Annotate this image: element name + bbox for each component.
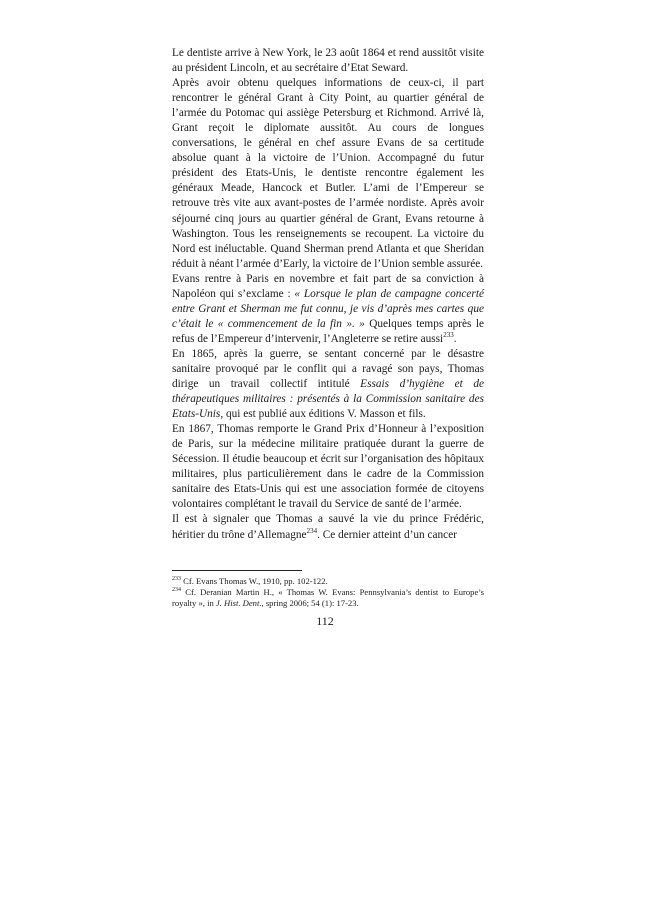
body-text bbox=[172, 46, 484, 543]
paragraph-napoleon bbox=[172, 272, 484, 347]
paragraph-frederic-end: . Ce dernier atteint d’un cancer bbox=[317, 528, 457, 541]
page-number: 112 bbox=[316, 614, 334, 628]
footnote-234-end: ., spring 2006; 54 (1): 17-23. bbox=[259, 598, 359, 609]
book-title: Essais d’hygiène et de thérapeutiques militaires : présentés à la Commission sanitaire des Etats-Unis bbox=[172, 378, 484, 421]
paragraph-napoleon-text: Evans rentre à Paris en novembre et fait part de sa conviction à Napoléon qui s’exclame : bbox=[172, 272, 484, 300]
footnote-233-number: 233 bbox=[172, 576, 181, 583]
paragraph-1867: En 1867, Thomas remporte le Grand Prix d’Honneur à l’exposition de Paris, sur la médecine militaire pratiquée durant la guerre de Sécession. Il étudie beaucoup et écrit sur l’organisation des hôpitaux militaires, plus particulièrement dans le cadre de la Commission sanitaire des Etats-Unis qui est une association formée de citoyens volontaires complétant le travail du Service de santé de l’armée. bbox=[172, 423, 484, 511]
paragraph-arrival: Le dentiste arrive à New York, le 23 août 1864 et rend aussitôt visite au président Lincoln, et au secrétaire d’Etat Seward. bbox=[172, 47, 484, 75]
footnote-233 bbox=[172, 576, 484, 587]
footnote-234-journal: J. Hist. Dent bbox=[215, 598, 260, 609]
paragraph-napoleon-tail: . bbox=[453, 332, 457, 345]
napoleon-quote: « Lorsque le plan de campagne concerté entre Grant et Sherman me fut connu, je vis d’après mes cartes que c’était le « commencement de la fin ». » bbox=[172, 287, 484, 330]
footnotes bbox=[172, 576, 484, 610]
paragraph-1865 bbox=[172, 347, 484, 422]
footnote-234 bbox=[172, 587, 484, 609]
paragraph-napoleon-continuation: Quelques temps après le refus de l’Empereur d’intervenir, l’Angleterre se retire aussi bbox=[172, 317, 484, 345]
paragraph-grant-meeting: Après avoir obtenu quelques informations de ceux-ci, il part rencontrer le général Grant à City Point, au quartier général de l’armée du Potomac qui assiège Petersburg et Richmond. Arrivé là, Grant reçoit le diplomate aussitôt. Au cours de longues conversations, le général en chef assure Evans de sa certitude absolue quant à la victoire de l’Union. Accompagné du futur président des Etats-Unis, le dentiste rencontre également les généraux Meade, Hancock et Butler. L’ami de l’Empereur se retrouve très vite aux avant-postes de l’armée nordiste. Après avoir séjourné cinq jours au quartier général de Grant, Evans retourne à Washington. Tous les renseignements se recoupent. La victoire du Nord est inéluctable. Quand Sherman prend Atlanta et que Sheridan réduit à néant l’armée d’Early, la victoire de l’Union semble assurée. bbox=[172, 77, 484, 270]
footnote-separator bbox=[172, 570, 302, 571]
paragraph-frederic-text: Il est à signaler que Thomas a sauvé la vie du prince Frédéric, héritier du trône d’Allemagne bbox=[172, 513, 484, 541]
footnote-ref-233: 233 bbox=[443, 331, 454, 340]
footnote-ref-234: 234 bbox=[306, 526, 318, 535]
footnote-234-text: Cf. Deranian Martin H., « Thomas W. Evans: Pennsylvania’s dentist to Europe’s royalty », in bbox=[172, 587, 484, 609]
footnote-233-text: Cf. Evans Thomas W., 1910, pp. 102-122. bbox=[181, 576, 328, 586]
paragraph-1865-text: En 1865, après la guerre, se sentant concerné par le désastre sanitaire provoqué par le conflit qui a ravagé son pays, Thomas dirige un travail collectif intitulé bbox=[172, 347, 484, 391]
paragraph-frederic bbox=[172, 512, 484, 542]
footnote-234-number: 234 bbox=[172, 587, 181, 594]
paragraph-1865-end: , qui est publié aux éditions V. Masson et fils. bbox=[220, 408, 426, 421]
